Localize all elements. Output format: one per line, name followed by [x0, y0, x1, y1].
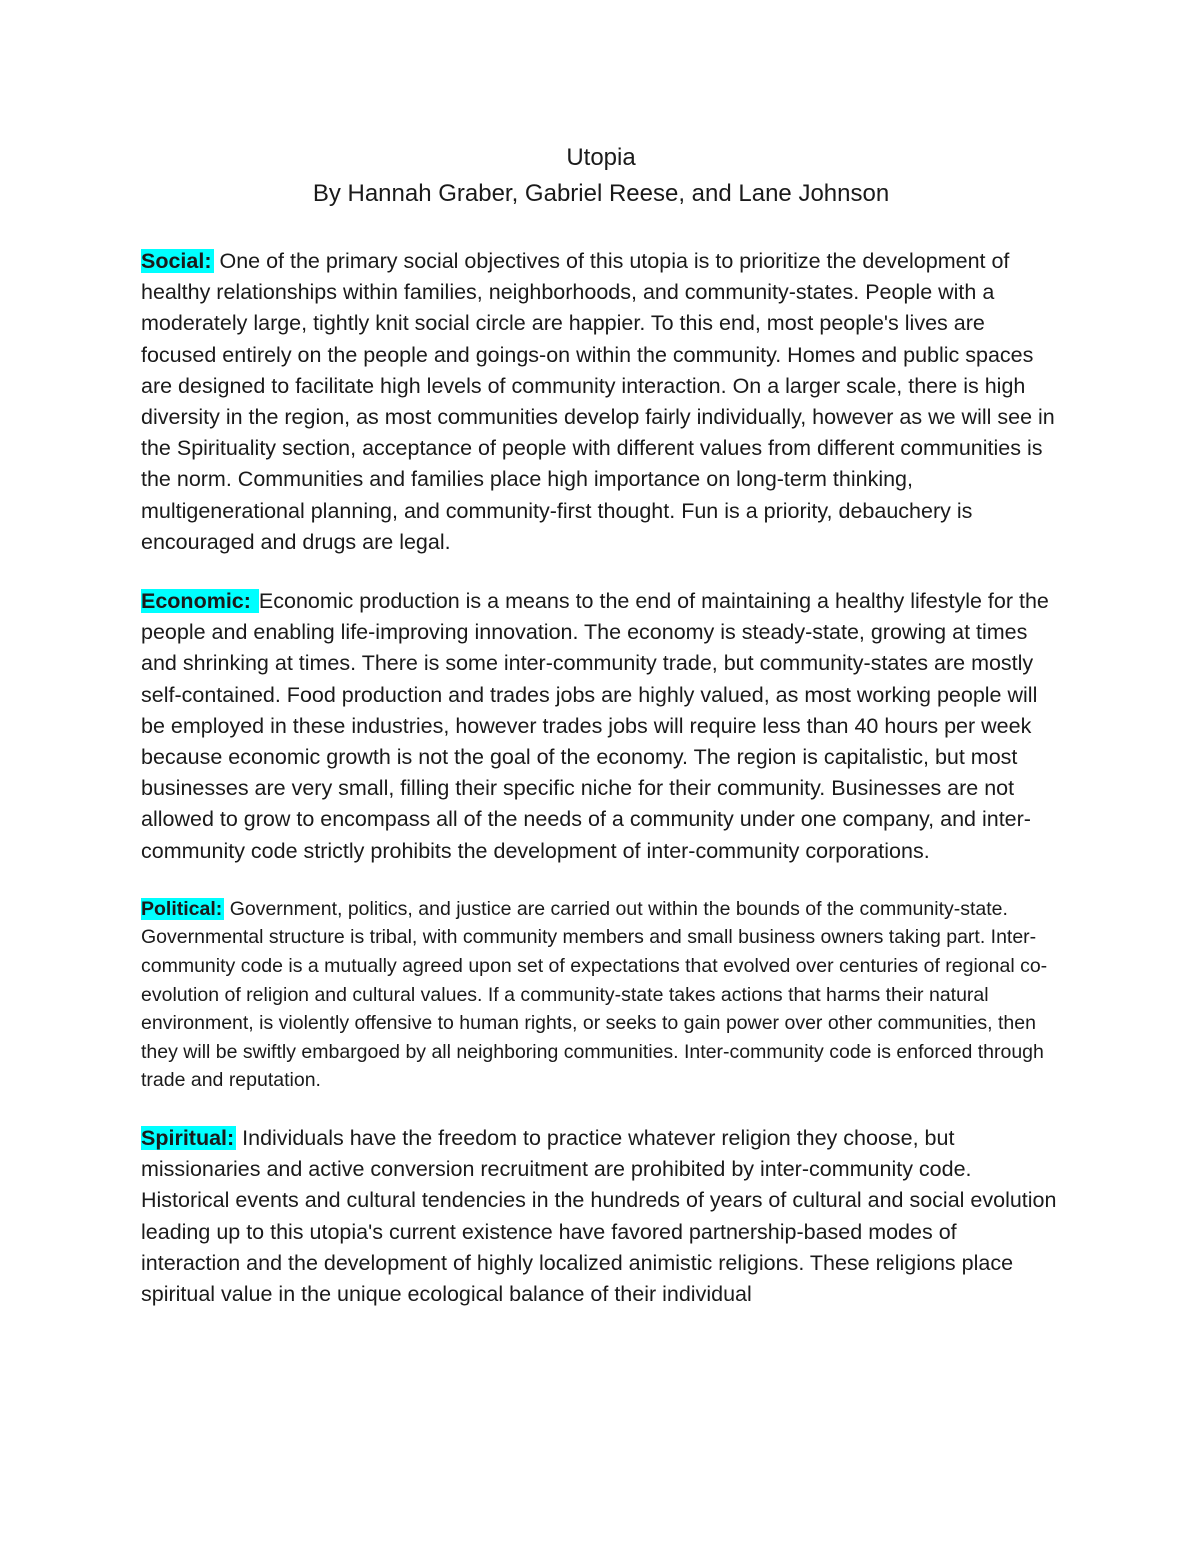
section-text-political: Government, politics, and justice are carried out within the bounds of the community-state. Governmental structure is tribal, with community members and small business owners taking part. Inter-community code is a mutually agreed upon set of expectations that evolved over centuries of regional co-evolution of religion and cultural values. If a community-state takes actions that harms their natural environment, is violently offensive to human rights, or seeks to gain power over other communities, then they will be swiftly embargoed by all neighboring communities. Inter-community code is enforced through trade and reputation. — [141, 897, 1048, 1092]
section-label-spiritual: Spiritual: — [141, 1126, 235, 1151]
document-authors: By Hannah Graber, Gabriel Reese, and Lane Johnson — [312, 180, 890, 207]
section-label-social: Social: — [141, 249, 212, 273]
section-label-economic: Economic: — [141, 589, 257, 614]
document-title: Utopia — [566, 144, 636, 171]
section-text-economic: Economic production is a means to the end of maintaining a healthy lifestyle for the people and enabling life-improving innovation. The economy is steady-state, growing at times and shrinking at times. There is some inter-community trade, but community-states are mostly self-contained. Food production and trades jobs are highly valued, as most working people will be employed in these industries, however trades jobs will require less than 40 hours per week because economic growth is not the goal of the economy. The region is capitalistic, but most businesses are very small, filling their specific niche for their community. Businesses are not allowed to grow to encompass all of the needs of a community under one company, and inter-community code strictly prohibits the development of inter-community corporations. — [141, 589, 1049, 863]
section-social — [141, 246, 1061, 558]
section-text-spiritual: Individuals have the freedom to practice whatever religion they choose, but missionaries and active conversion recruitment are prohibited by inter-community code. Historical events and cultural tendencies in the hundreds of years of cultural and social evolution leading up to this utopia's current existence have favored partnership-based modes of interaction and the development of highly localized animistic religions. These religions place spiritual value in the unique ecological balance of their individual — [141, 1126, 1057, 1307]
document-page — [141, 140, 1061, 1338]
section-text-social: One of the primary social objectives of this utopia is to prioritize the development of healthy relationships within families, neighborhoods, and community-states. People with a moderately large, tightly knit social circle are happier. To this end, most people's lives are focused entirely on the people and goings-on within the community. Homes and public spaces are designed to facilitate high levels of community interaction. On a larger scale, there is high diversity in the region, as most communities develop fairly individually, however as we will see in the Spirituality section, acceptance of people with different values from different communities is the norm. Communities and families place high importance on long-term thinking, multigenerational planning, and community-first thought. Fun is a priority, debauchery is encouraged and drugs are legal. — [141, 249, 1055, 554]
section-label-political: Political: — [141, 897, 223, 920]
section-spiritual — [141, 1123, 1061, 1310]
section-economic — [141, 586, 1061, 867]
section-political — [141, 895, 1061, 1095]
